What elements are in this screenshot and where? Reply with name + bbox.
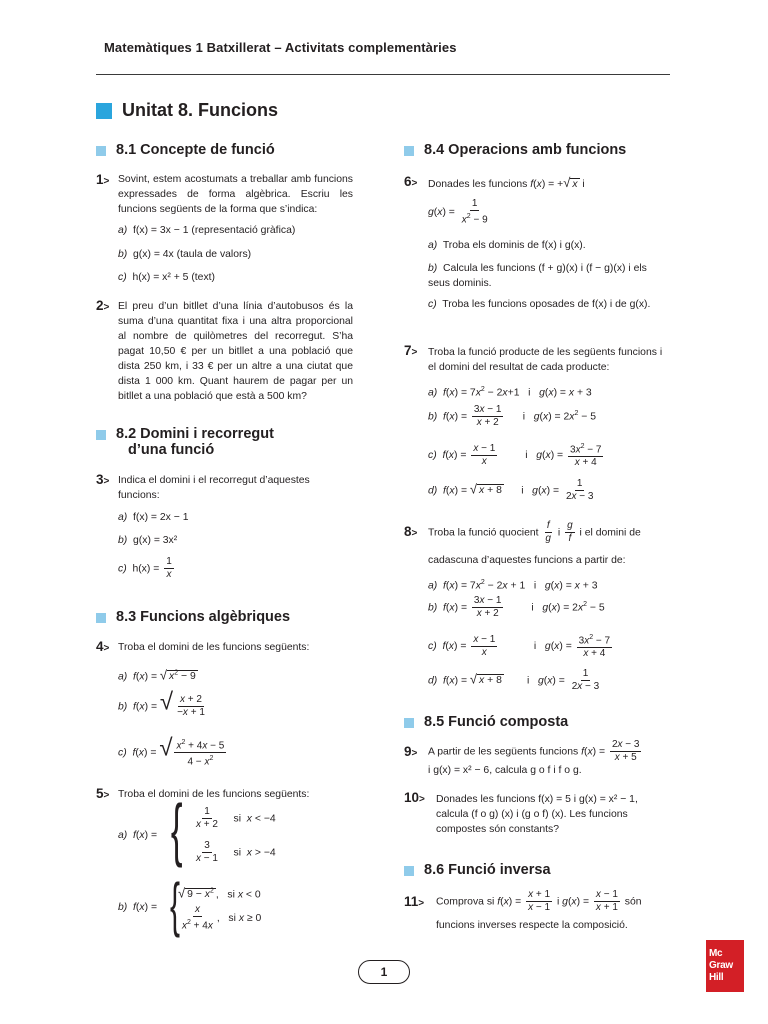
exercise-6-number: 6> [404, 174, 418, 189]
unit-title: Unitat 8. Funcions [122, 100, 279, 120]
exercise-9-text-line2: i g(x) = x² − 6, calcula g o f i f o g. [428, 765, 582, 776]
section-8-3 [96, 609, 290, 625]
section-8-1 [96, 142, 275, 158]
exercise-3-text: Indica el domini i el recorregut d’aquestes funcions: [118, 475, 310, 501]
section-square-icon [96, 613, 106, 623]
exercise-6-b: b) Calcula les funcions (f + g)(x) i (f − g)(x) i els seus dominis. [428, 263, 647, 289]
exercise-11-number: 11> [404, 894, 425, 909]
section-title: 8.1 Concepte de funció [116, 142, 275, 158]
exercise-10-text: Donades les funcions f(x) = 5 i g(x) = x² − 1, calcula (f o g) (x) i (g o f) (x). Les funcions compostes són constants? [436, 794, 638, 835]
exercise-6-c: c) Troba les funcions oposades de f(x) i de g(x). [428, 299, 651, 310]
exercise-5-b-piece2: $\frac{x}{x^2 + 4x}$ , si x ≥ 0 [182, 904, 262, 932]
exercise-6-text: Donades les funcions f(x) = +√ x i [428, 175, 585, 190]
unit-heading [96, 100, 278, 121]
section-square-icon [96, 430, 106, 440]
exercise-1-number: 1> [96, 172, 110, 187]
exercise-4-b: b) f(x) = √ $\frac{x + 2}{-x + 1}$ [118, 688, 205, 718]
section-title: 8.3 Funcions algèbriques [116, 609, 291, 625]
section-square-icon [404, 718, 414, 728]
section-8-4 [404, 142, 626, 158]
page-number: 1 [358, 960, 410, 984]
exercise-5-a-piece1: $\frac{1}{x + 2}$ si x < −4 [196, 806, 276, 830]
section-title: 8.2 Domini i recorregut [116, 426, 274, 442]
exercise-11-text-line2: funcions inverses respecte la composició. [436, 920, 628, 931]
unit-square-icon [96, 103, 112, 119]
exercise-8-text-line2: cadascuna d’aquestes funcions a partir de: [428, 555, 626, 566]
section-square-icon [404, 866, 414, 876]
section-8-5 [404, 714, 568, 730]
exercise-6-a: a) Troba els dominis de f(x) i g(x). [428, 240, 586, 251]
exercise-9-number: 9> [404, 744, 418, 759]
exercise-9-text: A partir de les següents funcions f(x) = $\frac{2x - 3}{x + 5}$ [428, 739, 640, 763]
exercise-8-a: a) $f(x) = 7x^2 - 2x + 1$ i g(x) = x + 3 [428, 579, 598, 592]
exercise-8-b: b) f(x) = $\frac{3x - 1}{x + 2}$ i $g(x) = 2x^2 - 5$ [428, 595, 605, 619]
exercise-2-text: El preu d’un bitllet d’una línia d’autobusos és la suma d’una quantitat fixa i una altra proporcional al nombre de quilòmetres del recorregut. S’ha pagat 10,50 € per un bitllet a una població que dista 250 km, i 33 € per un altre a una ciutat que dista 1 000 km. Quant haurem de pagar per un bitllet a una població que està a 500 km? [118, 301, 353, 402]
exercise-1-text: Sovint, estem acostumats a treballar amb funcions expressades de forma algèbrica. Escriu les funcions següents de la forma que s’indica: [118, 174, 353, 215]
exercise-5-b-piece1: √ $9 - x^2$ , si x < 0 [178, 885, 261, 901]
exercise-5-number: 5> [96, 786, 110, 801]
exercise-4-text: Troba el domini de les funcions següents: [118, 642, 310, 653]
exercise-6-g: g(x) = $\frac{1}{x^2 - 9}$ [428, 198, 488, 226]
brace-icon: { [170, 871, 181, 938]
exercise-10-number: 10> [404, 790, 425, 805]
section-square-icon [404, 146, 414, 156]
exercise-3-number: 3> [96, 472, 110, 487]
section-title: 8.6 Funció inversa [424, 862, 551, 878]
section-8-6 [404, 862, 551, 878]
header-divider [96, 74, 670, 75]
exercise-8-c: c) f(x) = $\frac{x - 1}{x}$ i g(x) = $\frac{3x^2 - 7}{x + 4}$ [428, 633, 611, 660]
exercise-7-d: d) f(x) = √ x + 8 i g(x) = $\frac{1}{2x - 3}$ [428, 478, 594, 502]
exercise-7-c: c) f(x) = $\frac{x - 1}{x}$ i g(x) = $\frac{3x^2 - 7}{x + 4}$ [428, 442, 602, 469]
logo-line: Graw [709, 960, 733, 971]
exercise-4-number: 4> [96, 639, 110, 654]
section-8-2 [96, 426, 274, 458]
exercise-3-c: c) h(x) = $\frac{1}{x}$ [118, 556, 172, 580]
section-title: 8.5 Funció composta [424, 714, 569, 730]
exercise-7-b: b) f(x) = $\frac{3x - 1}{x + 2}$ i $g(x) = 2x^2 - 5$ [428, 404, 597, 428]
page-header: Matemàtiques 1 Batxillerat – Activitats complementàries [104, 40, 457, 55]
exercise-4-a: a) f(x) = √ $x^2 - 9$ [118, 667, 196, 683]
exercise-1-b: b) g(x) = 4x (taula de valors) [118, 249, 252, 260]
brace-icon: { [170, 790, 183, 868]
exercise-3-b: b) g(x) = 3x² [118, 535, 178, 546]
exercise-4-c: c) f(x) = √ $\frac{x^2 + 4x - 5}{4 - x^2}$ [118, 734, 225, 768]
mcgraw-hill-logo [706, 940, 744, 992]
section-square-icon [96, 146, 106, 156]
exercise-2-number: 2> [96, 298, 110, 313]
logo-line: Mc [709, 948, 723, 959]
exercise-5-a-piece2: $\frac{3}{x - 1}$ si x > −4 [196, 840, 276, 864]
exercise-5-text: Troba el domini de les funcions següents: [118, 789, 310, 800]
exercise-1-c: c) h(x) = x² + 5 (text) [118, 272, 216, 283]
exercise-5-b-label: b) f(x) = [118, 902, 158, 913]
exercise-7-a: a) $f(x) = 7x^2 - 2x+1$ i g(x) = x + 3 [428, 386, 592, 399]
exercise-5-a-label: a) f(x) = [118, 830, 158, 841]
exercise-11-text: Comprova si f(x) = $\frac{x + 1}{x - 1}$ i g(x) = $\frac{x - 1}{x + 1}$ són [436, 889, 642, 913]
logo-line: Hill [709, 972, 724, 983]
exercise-7-number: 7> [404, 343, 418, 358]
exercise-7-text: Troba la funció producte de les següents funcions i el domini del resultat de cada producte: [428, 347, 663, 373]
exercise-3-a: a) f(x) = 2x − 1 [118, 512, 189, 523]
exercise-1-a: a) f(x) = 3x − 1 (representació gràfica) [118, 225, 296, 236]
section-title: 8.4 Operacions amb funcions [424, 142, 627, 158]
exercise-8-number: 8> [404, 524, 418, 539]
exercise-8-text: Troba la funció quocient $\frac{f}{g}$ i $\frac{g}{f}$ i el domini de [428, 520, 641, 544]
section-title-line2: d’una funció [128, 442, 215, 458]
exercise-8-d: d) f(x) = √ x + 8 i g(x) = $\frac{1}{2x - 3}$ [428, 668, 600, 692]
